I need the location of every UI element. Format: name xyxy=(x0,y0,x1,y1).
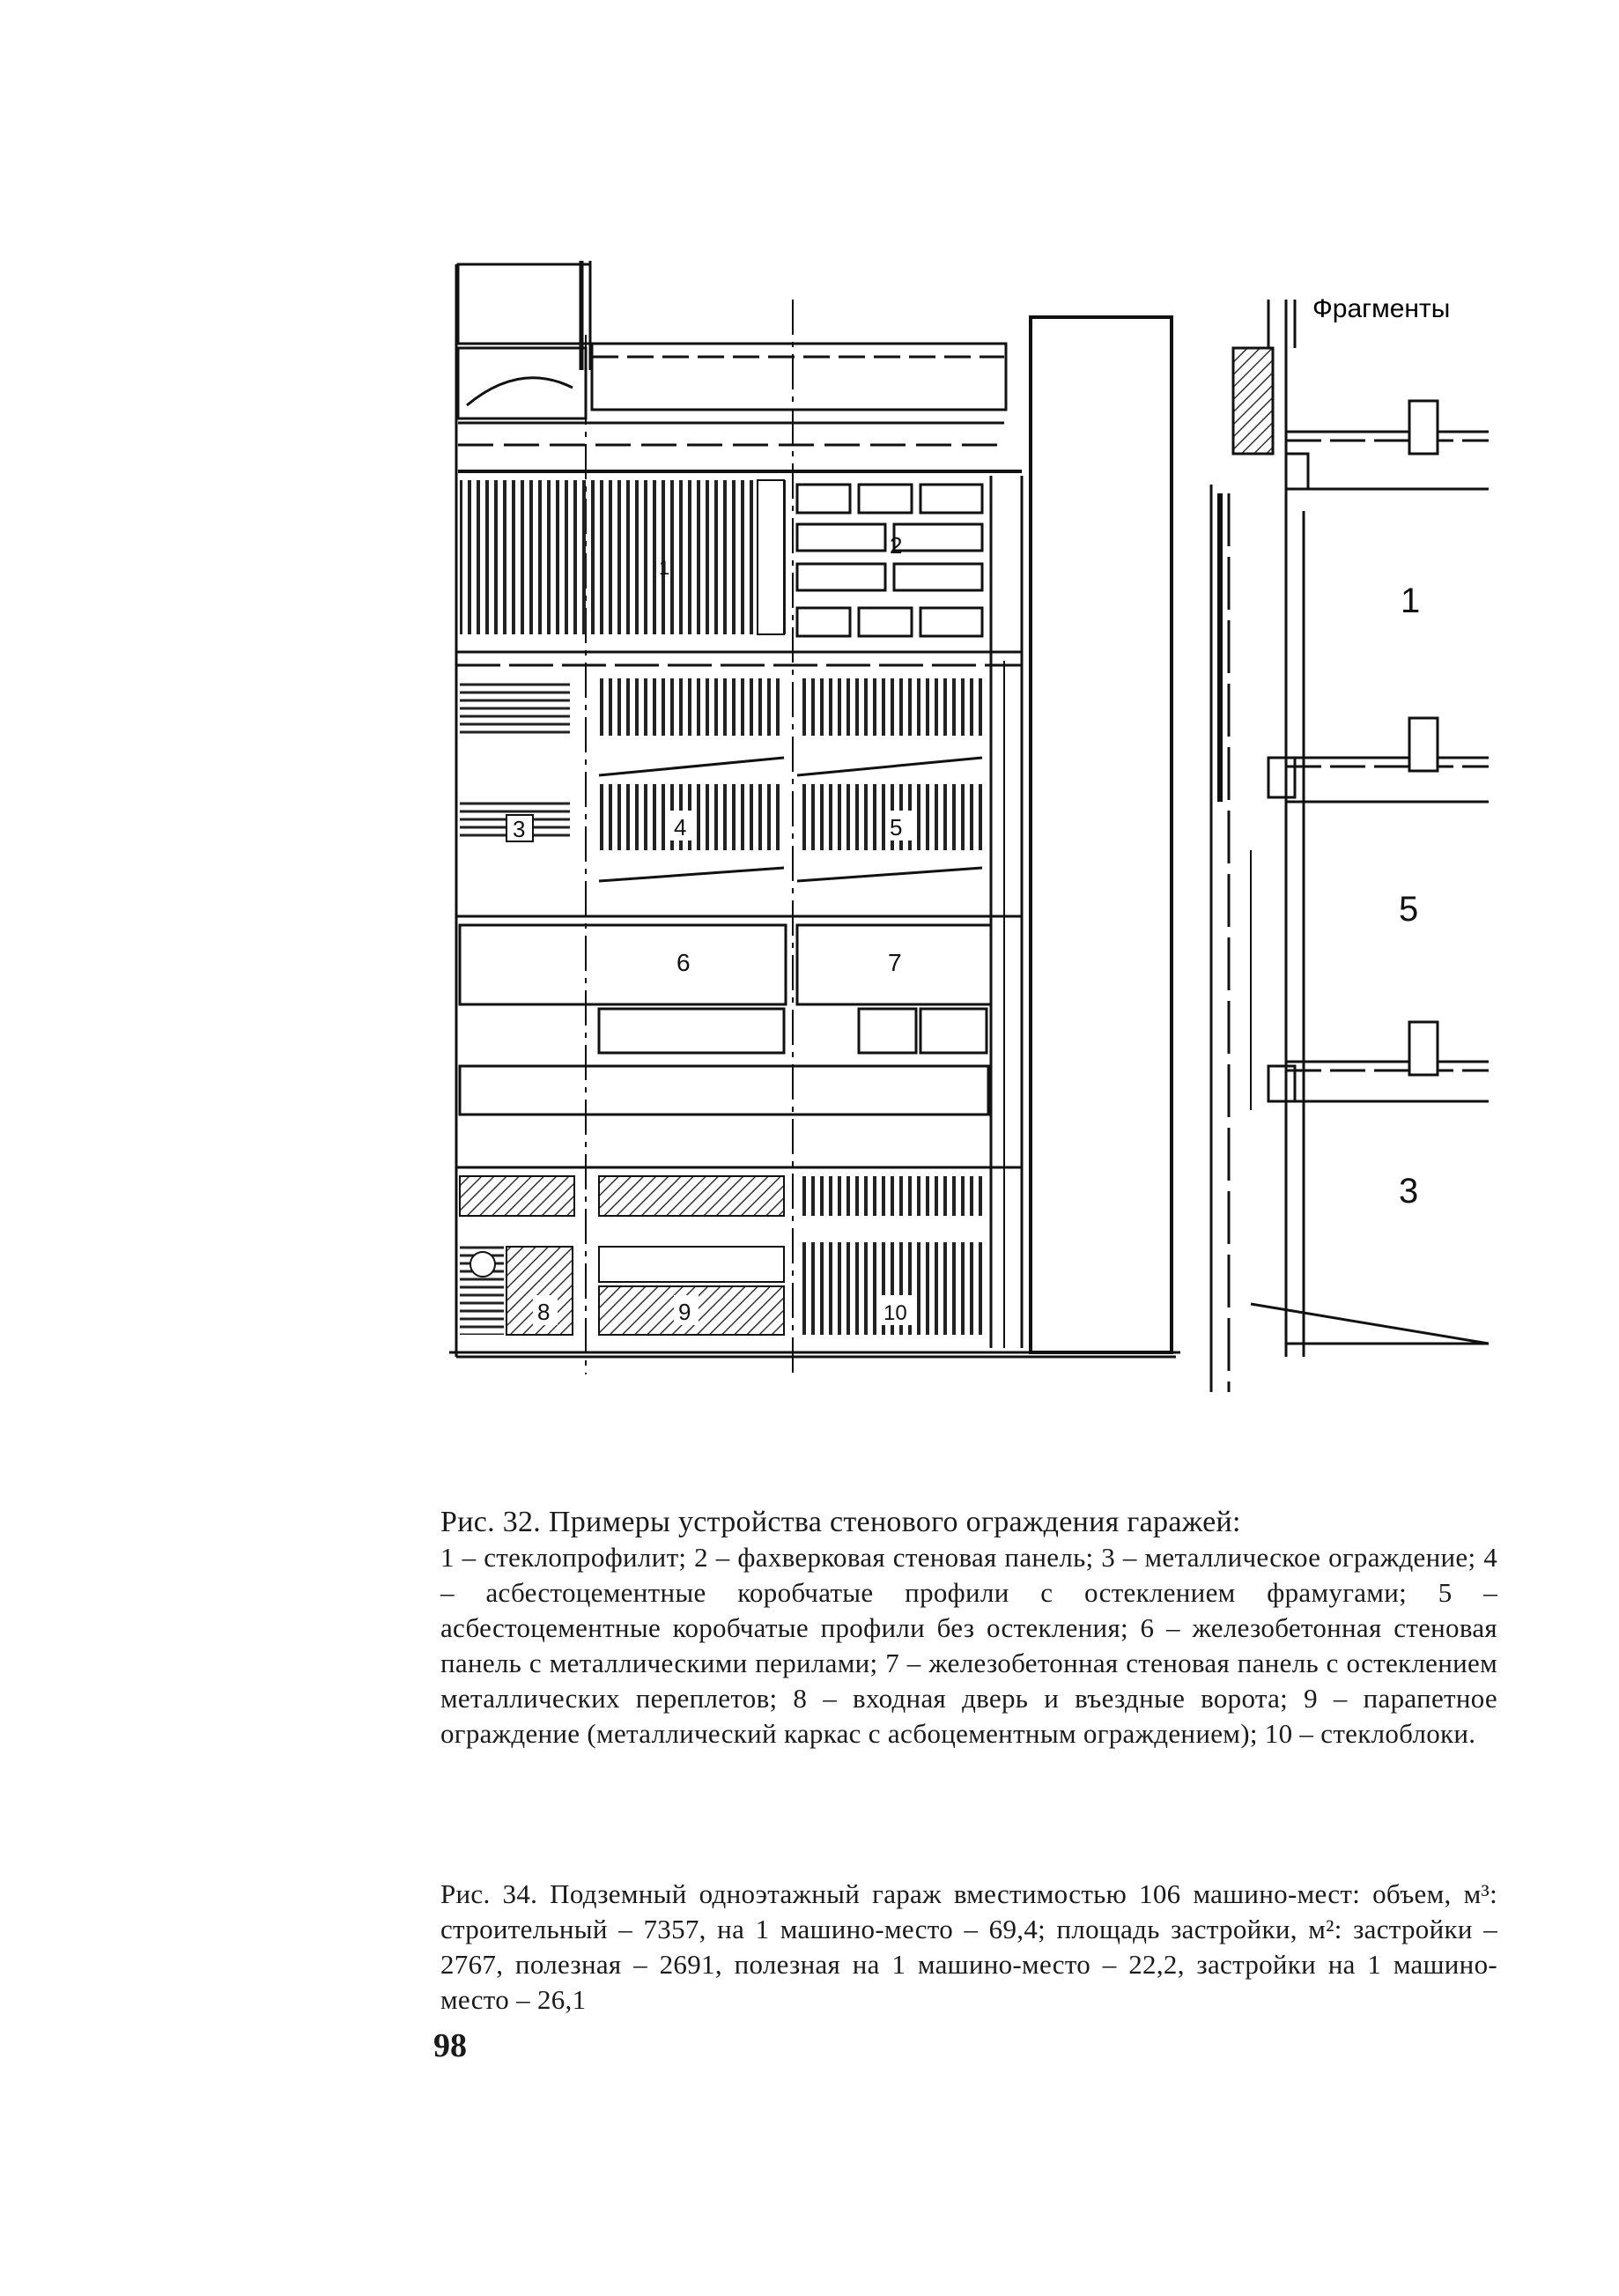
panel-number-5: 5 xyxy=(890,814,903,841)
panel-number-3: 3 xyxy=(513,816,526,842)
panel-number-9: 9 xyxy=(678,1299,691,1325)
panel-number-1: 1 xyxy=(659,557,670,579)
panel-number-6: 6 xyxy=(676,949,691,976)
figure-34-caption xyxy=(440,1877,1497,2018)
panel-number-10: 10 xyxy=(883,1301,907,1325)
figure-34-text: Рис. 34. Подземный одноэтажный гараж вместимостью 106 машино-мест: объем, м³: строительный – 7357, на 1 машино-место – 69,4; площадь застройки, м²: застройки – 2767, полезная – 2691, полезная на 1 машино-место – 22,2, застройки на 1 машино-место – 26,1 xyxy=(440,1878,1497,2015)
figure-32-caption xyxy=(440,1505,1497,1752)
panel-number-2: 2 xyxy=(890,532,903,559)
fragment-number-3: 3 xyxy=(1399,1172,1419,1211)
panel-number-4: 4 xyxy=(674,814,687,841)
panel-number-8: 8 xyxy=(537,1299,551,1325)
fragment-number-5: 5 xyxy=(1399,890,1419,929)
figure-32-title: Рис. 32. Примеры устройства стенового ограждения гаражей: xyxy=(440,1506,1241,1538)
fragment-number-1: 1 xyxy=(1401,581,1421,620)
figure-32-legend: 1 – стеклопрофилит; 2 – фахверковая стеновая панель; 3 – металлическое ограждение; 4 – асбестоцементные коробчатые профили с остеклением фрамугами; 5 – асбестоцементные коробчатые профили без остекления; 6 – железобетонная стеновая панель с металлическими перилами; 7 – железобетонная стеновая панель с остеклением металлических переплетов; 8 – входная дверь и въездные ворота; 9 – парапетное ограждение (металлический каркас с асбоцементным ограждением); 10 – стеклоблоки. xyxy=(440,1542,1497,1749)
page-number: 98 xyxy=(433,2027,467,2064)
panel-number-7: 7 xyxy=(888,949,902,976)
fragments-label: Фрагменты xyxy=(1312,294,1451,323)
